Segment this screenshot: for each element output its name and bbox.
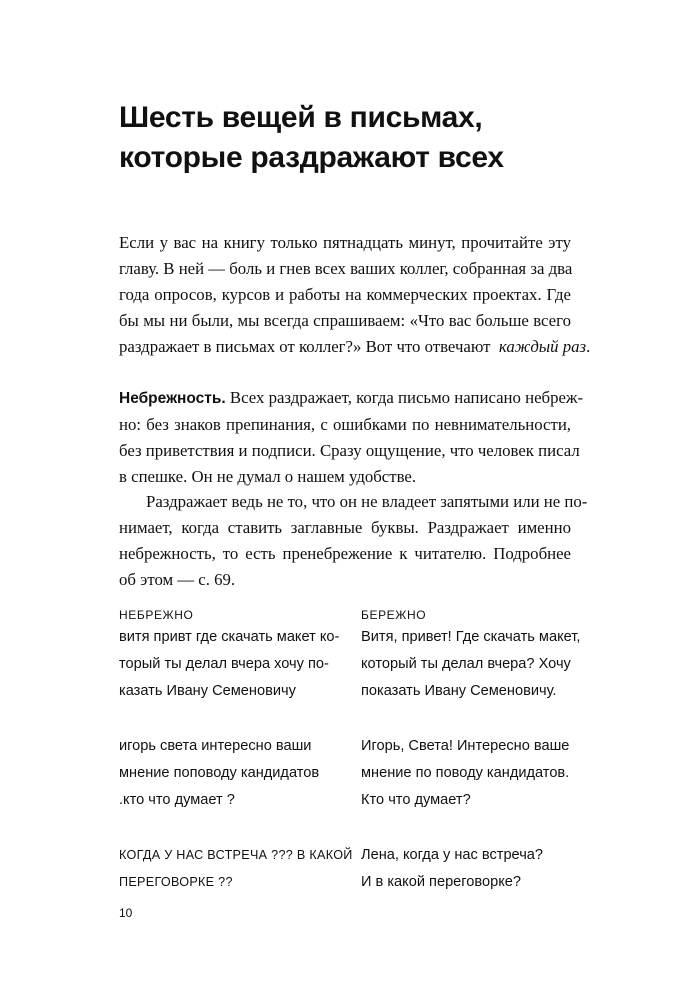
section-paragraph-2 — [119, 489, 588, 593]
text-line: в спешке. Он не думал о нашем удобстве. — [119, 467, 417, 486]
example-line: КОГДА У НАС ВСТРЕЧА ??? В КАКОЙ — [119, 848, 353, 862]
text-line: об этом — с. 69. — [119, 570, 236, 589]
intro-emphasis: каждый раз — [498, 337, 587, 356]
text-line: главу. В ней — боль и гнев всех ваших коллег, собранная за два — [119, 259, 573, 278]
section-first-line: Всех раздражает, когда письмо написано небреж- — [225, 388, 584, 407]
example-line: мнение по поводу кандидатов. — [361, 765, 570, 781]
text-line: без приветствия и подписи. Сразу ощущение, что человек писал — [119, 441, 580, 460]
text-line — [119, 334, 591, 360]
example-line: мнение поповоду кандидатов — [119, 765, 320, 781]
intro-line-text: раздражает в письмах от коллег?» Вот что отвечают — [119, 337, 491, 356]
careful-example — [361, 624, 601, 705]
example-line: Витя, привет! Где скачать макет, — [361, 629, 581, 645]
section-paragraph-1 — [119, 385, 584, 490]
example-line: Кто что думает? — [361, 792, 471, 808]
example-line: торый ты делал вчера хочу по- — [119, 656, 329, 672]
text-line: Раздражает ведь не то, что он не владеет запятыми или не по- — [146, 492, 588, 511]
careful-header: БЕРЕЖНО — [361, 608, 427, 622]
chapter-title-line: Шесть вещей в письмах, — [119, 101, 483, 134]
careful-column — [361, 607, 601, 896]
text-line: нимает, когда ставить заглавные буквы. Раздражает именно — [119, 518, 571, 537]
text-line: но: без знаков препинания, с ошибками по невнимательности, — [119, 415, 571, 434]
text-line — [119, 385, 584, 412]
intro-paragraph — [119, 230, 591, 360]
careless-header: НЕБРЕЖНО — [119, 608, 194, 622]
example-line: который ты делал вчера? Хочу — [361, 656, 571, 672]
section-lead: Небрежность. — [119, 390, 226, 407]
text-line: года опросов, курсов и работы на коммерческих проектах. Где — [119, 285, 571, 304]
careless-example — [119, 842, 359, 896]
example-line: показать Ивану Семеновичу. — [361, 683, 557, 699]
intro-end: . — [586, 337, 591, 356]
careless-example — [119, 624, 359, 705]
example-line: казать Ивану Семеновичу — [119, 683, 296, 699]
careful-example — [361, 842, 601, 896]
page-number: 10 — [119, 906, 133, 920]
example-line: Игорь, Света! Интересно ваше — [361, 738, 570, 754]
text-line: небрежность, то есть пренебрежение к читателю. Подробнее — [119, 544, 571, 563]
chapter-title-line: которые раздражают всех — [119, 141, 504, 174]
careful-example — [361, 733, 601, 814]
example-line: .кто что думает ? — [119, 792, 235, 808]
text-line: Если у вас на книгу только пятнадцать минут, прочитайте эту — [119, 233, 571, 252]
example-line: Лена, когда у нас встреча? — [361, 847, 544, 863]
example-line: ПЕРЕГОВОРКЕ ?? — [119, 875, 233, 889]
careless-example — [119, 733, 359, 814]
text-line: бы мы ни были, мы всегда спрашиваем: «Что вас больше всего — [119, 311, 571, 330]
careless-column — [119, 607, 359, 896]
example-line: витя привт где скачать макет ко- — [119, 629, 340, 645]
example-line: И в какой переговорке? — [361, 874, 522, 890]
example-line: игорь света интересно ваши — [119, 738, 312, 754]
chapter-title — [119, 98, 659, 178]
